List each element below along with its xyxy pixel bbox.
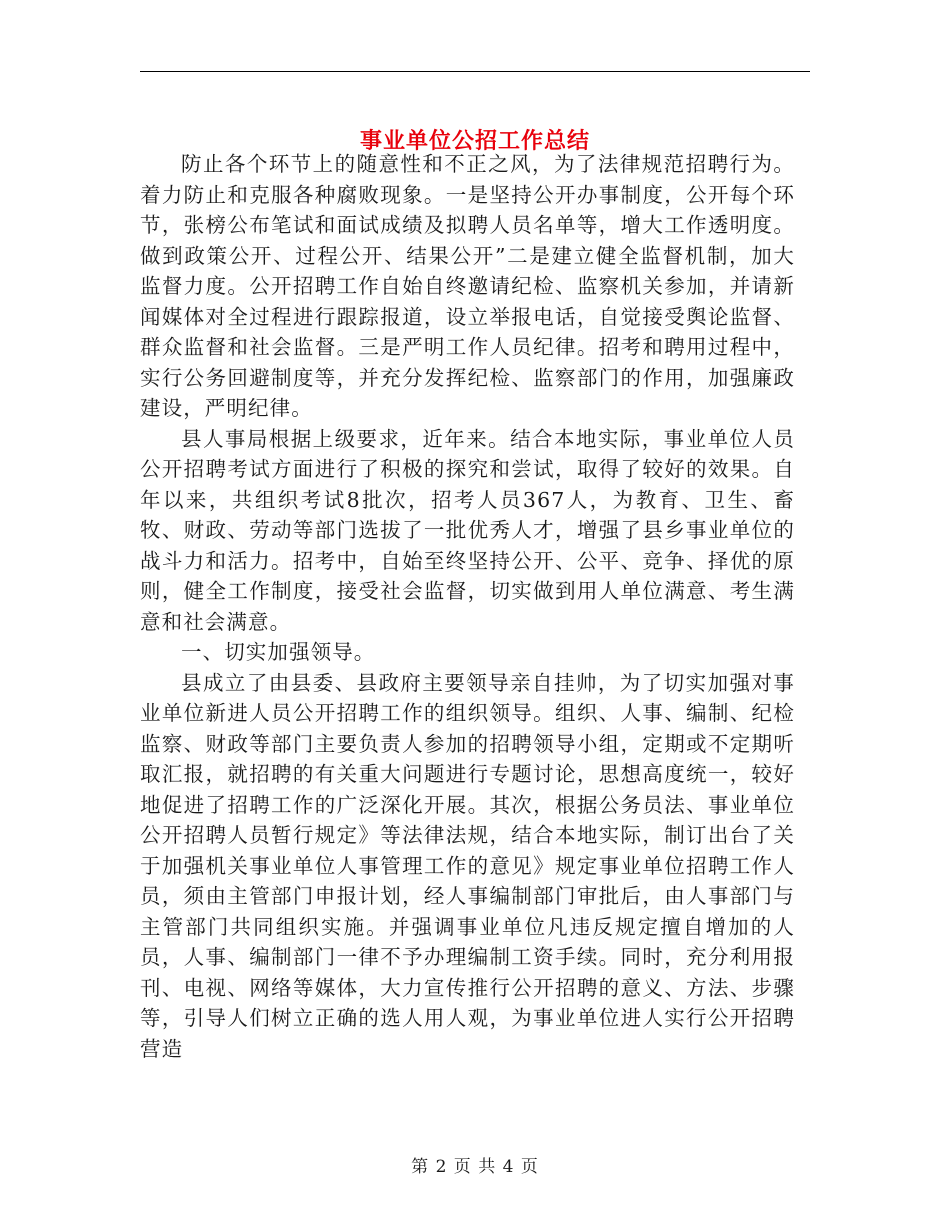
header-rule <box>140 71 810 72</box>
document-body <box>140 149 795 1064</box>
paragraph-3: 县成立了由县委、县政府主要领导亲自挂帅，为了切实加强对事业单位新进人员公开招聘工作的组织领导。组织、人事、编制、纪检监察、财政等部门主要负责人参加的招聘领导小组，定期或不定期听取汇报，就招聘的有关重大问题进行专题讨论，思想高度统一，较好地促进了招聘工作的广泛深化开展。其次，根据公务员法、事业单位公开招聘人员暂行规定》等法律法规，结合本地实际，制订出台了关于加强机关事业单位人事管理工作的意见》规定事业单位招聘工作人员，须由主管部门申报计划，经人事编制部门审批后，由人事部门与主管部门共同组织实施。并强调事业单位凡违反规定擅自增加的人员，人事、编制部门一律不予办理编制工资手续。同时，充分利用报刊、电视、网络等媒体，大力宣传推行公开招聘的意义、方法、步骤等，引导人们树立正确的选人用人观，为事业单位进人实行公开招聘营造 <box>140 670 795 1061</box>
paragraph-1: 防止各个环节上的随意性和不正之风，为了法律规范招聘行为。着力防止和克服各种腐败现象。一是坚持公开办事制度，公开每个环节，张榜公布笔试和面试成绩及拟聘人员名单等，增大工作透明度。做到政策公开、过程公开、结果公开”二是建立健全监督机制，加大监督力度。公开招聘工作自始自终邀请纪检、监察机关参加，并请新闻媒体对全过程进行跟踪报道，设立举报电话，自觉接受舆论监督、群众监督和社会监督。三是严明工作人员纪律。招考和聘用过程中，实行公务回避制度等，并充分发挥纪检、监察部门的作用，加强廉政建设，严明纪律。 <box>140 152 795 420</box>
document-title: 事业单位公招工作总结 <box>359 127 590 154</box>
page-footer: 第 2 页 共 4 页 <box>411 1157 539 1177</box>
paragraph-2: 县人事局根据上级要求，近年来。结合本地实际，事业单位人员公开招聘考试方面进行了积极的探究和尝试，取得了较好的效果。自年以来，共组织考试8批次，招考人员367人，为教育、卫生、畜牧、财政、劳动等部门选拔了一批优秀人才，增强了县乡事业单位的战斗力和活力。招考中，自始至终坚持公开、公平、竞争、择优的原则，健全工作制度，接受社会监督，切实做到用人单位满意、考生满意和社会满意。 <box>140 426 795 634</box>
section-heading: 一、切实加强领导。 <box>181 640 376 664</box>
